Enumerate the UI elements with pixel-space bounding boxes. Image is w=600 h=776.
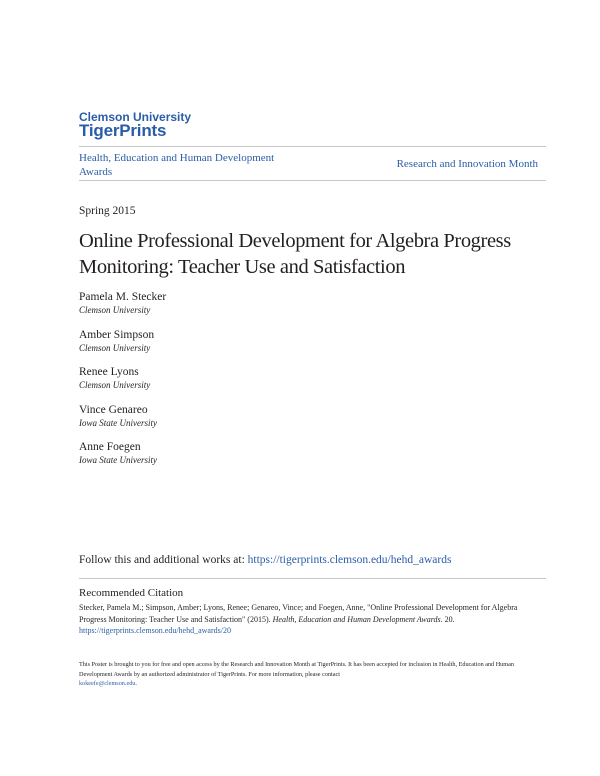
- author-name: Vince Genareo: [79, 403, 148, 416]
- citation-venue: Health, Education and Human Development Awards: [272, 614, 441, 624]
- collection-link-hehd-awards[interactable]: Health, Education and Human Development Awards: [79, 152, 275, 178]
- author-affiliation: Clemson University: [79, 305, 151, 315]
- citation-text: [79, 602, 539, 637]
- collection-link-research-month[interactable]: Research and Innovation Month: [396, 158, 538, 170]
- author-name: Anne Foegen: [79, 441, 141, 453]
- author-entry: [79, 290, 166, 328]
- author-affiliation: Clemson University: [79, 342, 151, 353]
- bottom-rule: [79, 180, 546, 181]
- author-affiliation: Iowa State University: [79, 417, 157, 428]
- footer-end: .: [135, 680, 137, 687]
- paper-title: Online Professional Development for Algebra Progress Monitoring: Teacher Use and Satisfaction: [79, 230, 511, 278]
- citation-url-link[interactable]: https://tigerprints.clemson.edu/hehd_awards/20: [79, 626, 231, 635]
- citation-number: . 20.: [440, 614, 455, 624]
- citation-rule: [79, 578, 546, 579]
- top-rule: [79, 146, 546, 147]
- author-entry: [79, 328, 166, 366]
- author-list: [79, 290, 166, 478]
- follow-url-link[interactable]: https://tigerprints.clemson.edu/hehd_awards: [247, 554, 452, 566]
- recommended-citation-heading: Recommended Citation: [79, 587, 184, 599]
- author-affiliation: Iowa State University: [79, 455, 157, 465]
- author-affiliation: Clemson University: [79, 380, 151, 390]
- contact-email-link[interactable]: kokeefe@clemson.edu: [79, 680, 136, 687]
- author-name: Amber Simpson: [79, 328, 155, 341]
- follow-line: [79, 554, 451, 566]
- footer-note: [79, 660, 539, 689]
- university-name: Clemson University: [79, 110, 192, 124]
- publication-date: Spring 2015: [79, 205, 136, 217]
- author-entry: [79, 365, 166, 403]
- tigerprints-logo-link[interactable]: TigerPrints: [79, 121, 167, 140]
- citation-body: Stecker, Pamela M.; Simpson, Amber; Lyons, Renee; Genareo, Vince; and Foegen, Anne, "Online Professional Development for Algebra Progress Monitoring: Teacher Use and Satisfaction" (2015).: [79, 603, 518, 624]
- footer-text: This Poster is brought to you for free and open access by the Research and Innovation Month at TigerPrints. It has been accepted for inclusion in Health, Education and Human Development Awards by an authorized administrator of TigerPrints. For more information, please contact: [79, 661, 514, 678]
- author-name: Pamela M. Stecker: [79, 291, 167, 303]
- author-name: Renee Lyons: [79, 366, 139, 378]
- author-entry: [79, 403, 166, 441]
- author-entry: [79, 440, 166, 478]
- follow-label: Follow this and additional works at:: [79, 554, 248, 566]
